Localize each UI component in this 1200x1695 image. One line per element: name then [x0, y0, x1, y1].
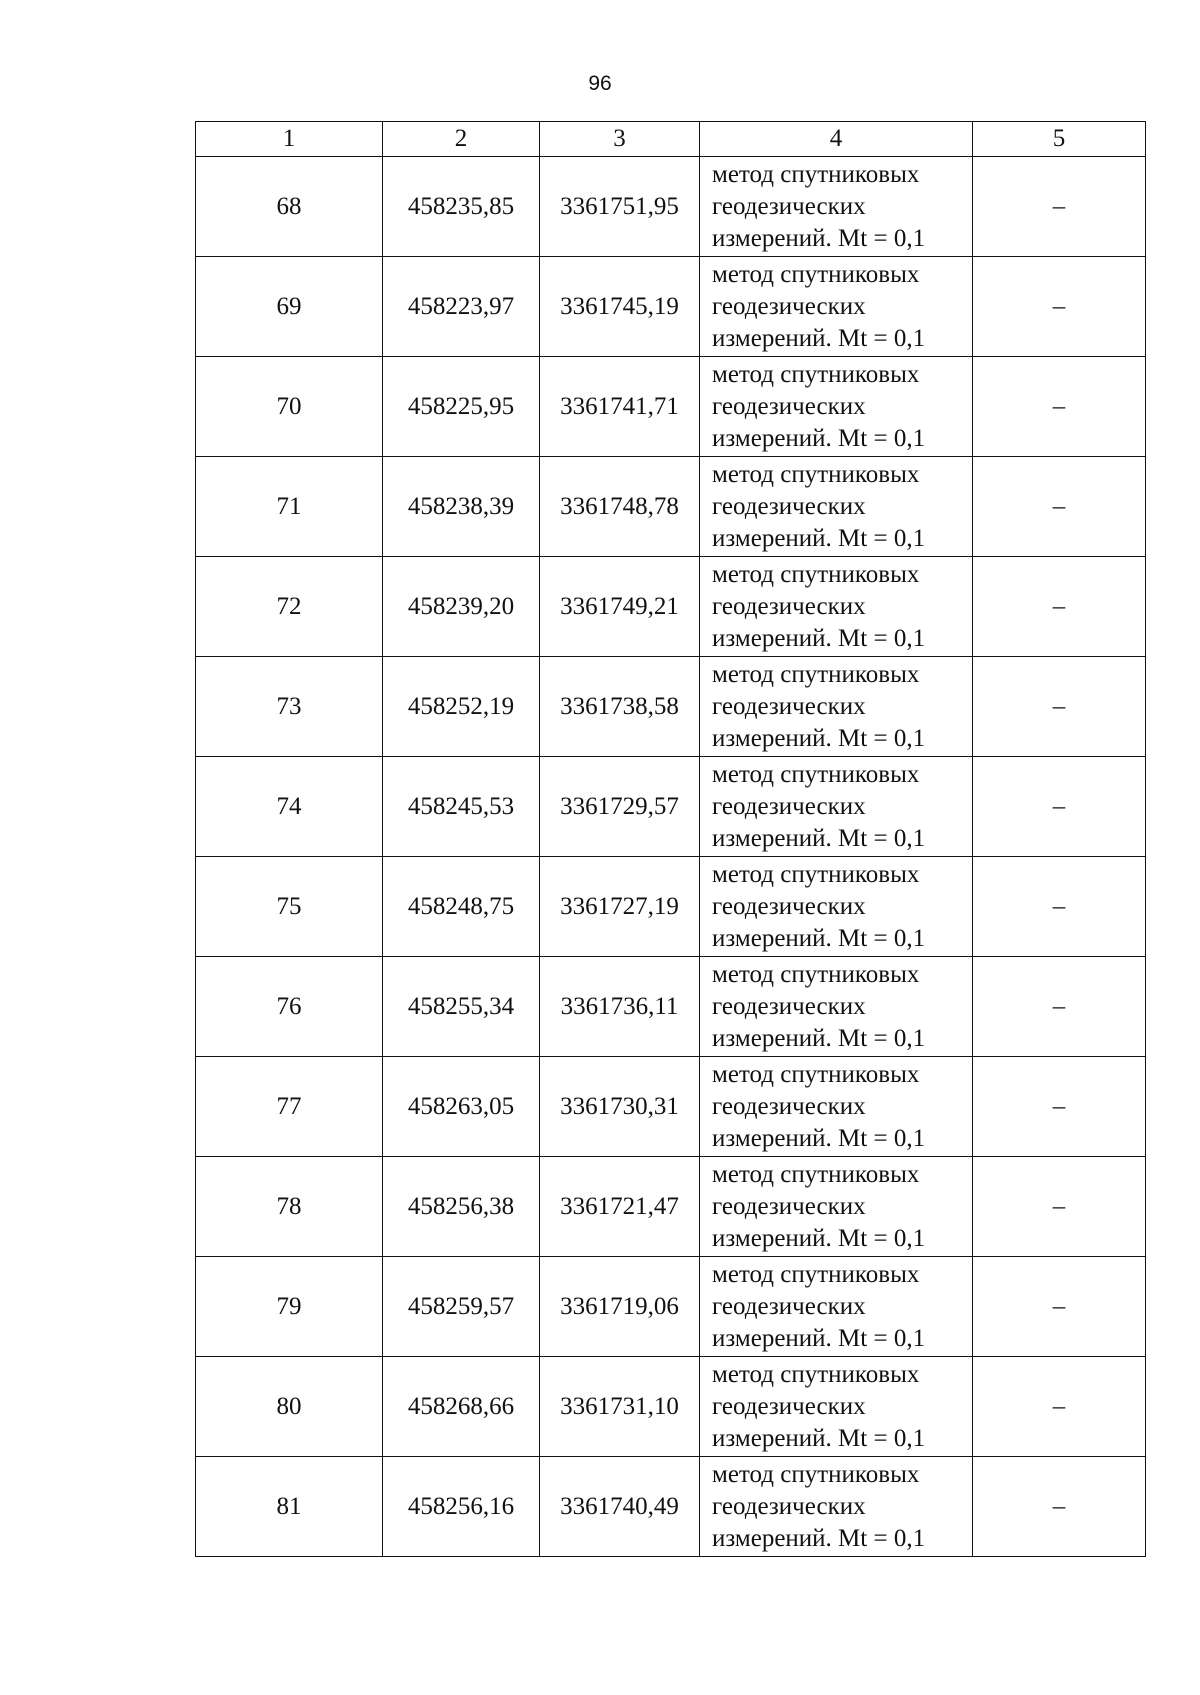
page-number: 96: [588, 72, 612, 95]
x-coordinate-cell: 458256,38: [383, 1157, 540, 1257]
y-coordinate-cell: 3361749,21: [540, 557, 700, 657]
note-cell: –: [973, 1257, 1146, 1357]
point-number-cell: 81: [196, 1457, 383, 1557]
y-coordinate-cell: 3361745,19: [540, 257, 700, 357]
method-cell: метод спутниковых геодезических измерений. Mt = 0,1: [700, 357, 973, 457]
note-cell: –: [973, 157, 1146, 257]
y-coordinate-cell: 3361719,06: [540, 1257, 700, 1357]
table-row: [196, 1057, 1146, 1157]
point-number-cell: 74: [196, 757, 383, 857]
x-coordinate-cell: 458239,20: [383, 557, 540, 657]
y-coordinate-cell: 3361741,71: [540, 357, 700, 457]
y-coordinate-cell: 3361740,49: [540, 1457, 700, 1557]
x-coordinate-cell: 458259,57: [383, 1257, 540, 1357]
table-row: [196, 157, 1146, 257]
method-cell: метод спутниковых геодезических измерений. Mt = 0,1: [700, 657, 973, 757]
method-cell: метод спутниковых геодезических измерений. Mt = 0,1: [700, 1457, 973, 1557]
table-row: [196, 657, 1146, 757]
x-coordinate-cell: 458238,39: [383, 457, 540, 557]
column-header-4: 4: [700, 122, 973, 157]
x-coordinate-cell: 458245,53: [383, 757, 540, 857]
point-number-cell: 71: [196, 457, 383, 557]
y-coordinate-cell: 3361736,11: [540, 957, 700, 1057]
table-header-row: [196, 122, 1146, 157]
note-cell: –: [973, 657, 1146, 757]
table-row: [196, 1257, 1146, 1357]
table-row: [196, 1357, 1146, 1457]
method-cell: метод спутниковых геодезических измерений. Mt = 0,1: [700, 557, 973, 657]
column-header-2: 2: [383, 122, 540, 157]
y-coordinate-cell: 3361721,47: [540, 1157, 700, 1257]
table-row: [196, 857, 1146, 957]
point-number-cell: 77: [196, 1057, 383, 1157]
method-cell: метод спутниковых геодезических измерений. Mt = 0,1: [700, 1157, 973, 1257]
method-cell: метод спутниковых геодезических измерений. Mt = 0,1: [700, 1057, 973, 1157]
method-cell: метод спутниковых геодезических измерений. Mt = 0,1: [700, 757, 973, 857]
method-cell: метод спутниковых геодезических измерений. Mt = 0,1: [700, 857, 973, 957]
note-cell: –: [973, 457, 1146, 557]
point-number-cell: 79: [196, 1257, 383, 1357]
point-number-cell: 70: [196, 357, 383, 457]
x-coordinate-cell: 458263,05: [383, 1057, 540, 1157]
x-coordinate-cell: 458255,34: [383, 957, 540, 1057]
table-row: [196, 457, 1146, 557]
y-coordinate-cell: 3361738,58: [540, 657, 700, 757]
note-cell: –: [973, 757, 1146, 857]
point-number-cell: 69: [196, 257, 383, 357]
y-coordinate-cell: 3361748,78: [540, 457, 700, 557]
note-cell: –: [973, 1357, 1146, 1457]
y-coordinate-cell: 3361729,57: [540, 757, 700, 857]
table-row: [196, 257, 1146, 357]
point-number-cell: 72: [196, 557, 383, 657]
method-cell: метод спутниковых геодезических измерений. Mt = 0,1: [700, 957, 973, 1057]
y-coordinate-cell: 3361730,31: [540, 1057, 700, 1157]
column-header-3: 3: [540, 122, 700, 157]
method-cell: метод спутниковых геодезических измерений. Mt = 0,1: [700, 457, 973, 557]
column-header-5: 5: [973, 122, 1146, 157]
note-cell: –: [973, 857, 1146, 957]
coordinates-table: [195, 121, 1146, 1557]
table-row: [196, 1157, 1146, 1257]
y-coordinate-cell: 3361727,19: [540, 857, 700, 957]
point-number-cell: 73: [196, 657, 383, 757]
point-number-cell: 75: [196, 857, 383, 957]
table-row: [196, 1457, 1146, 1557]
table-row: [196, 557, 1146, 657]
table-row: [196, 357, 1146, 457]
note-cell: –: [973, 357, 1146, 457]
method-cell: метод спутниковых геодезических измерений. Mt = 0,1: [700, 157, 973, 257]
x-coordinate-cell: 458252,19: [383, 657, 540, 757]
x-coordinate-cell: 458223,97: [383, 257, 540, 357]
note-cell: –: [973, 1457, 1146, 1557]
column-header-1: 1: [196, 122, 383, 157]
note-cell: –: [973, 1157, 1146, 1257]
table-body: [196, 157, 1146, 1557]
method-cell: метод спутниковых геодезических измерений. Mt = 0,1: [700, 257, 973, 357]
x-coordinate-cell: 458248,75: [383, 857, 540, 957]
method-cell: метод спутниковых геодезических измерений. Mt = 0,1: [700, 1257, 973, 1357]
x-coordinate-cell: 458256,16: [383, 1457, 540, 1557]
x-coordinate-cell: 458225,95: [383, 357, 540, 457]
method-cell: метод спутниковых геодезических измерений. Mt = 0,1: [700, 1357, 973, 1457]
y-coordinate-cell: 3361731,10: [540, 1357, 700, 1457]
note-cell: –: [973, 1057, 1146, 1157]
note-cell: –: [973, 557, 1146, 657]
x-coordinate-cell: 458235,85: [383, 157, 540, 257]
y-coordinate-cell: 3361751,95: [540, 157, 700, 257]
note-cell: –: [973, 257, 1146, 357]
table-row: [196, 957, 1146, 1057]
x-coordinate-cell: 458268,66: [383, 1357, 540, 1457]
note-cell: –: [973, 957, 1146, 1057]
point-number-cell: 76: [196, 957, 383, 1057]
point-number-cell: 78: [196, 1157, 383, 1257]
point-number-cell: 80: [196, 1357, 383, 1457]
table-row: [196, 757, 1146, 857]
point-number-cell: 68: [196, 157, 383, 257]
